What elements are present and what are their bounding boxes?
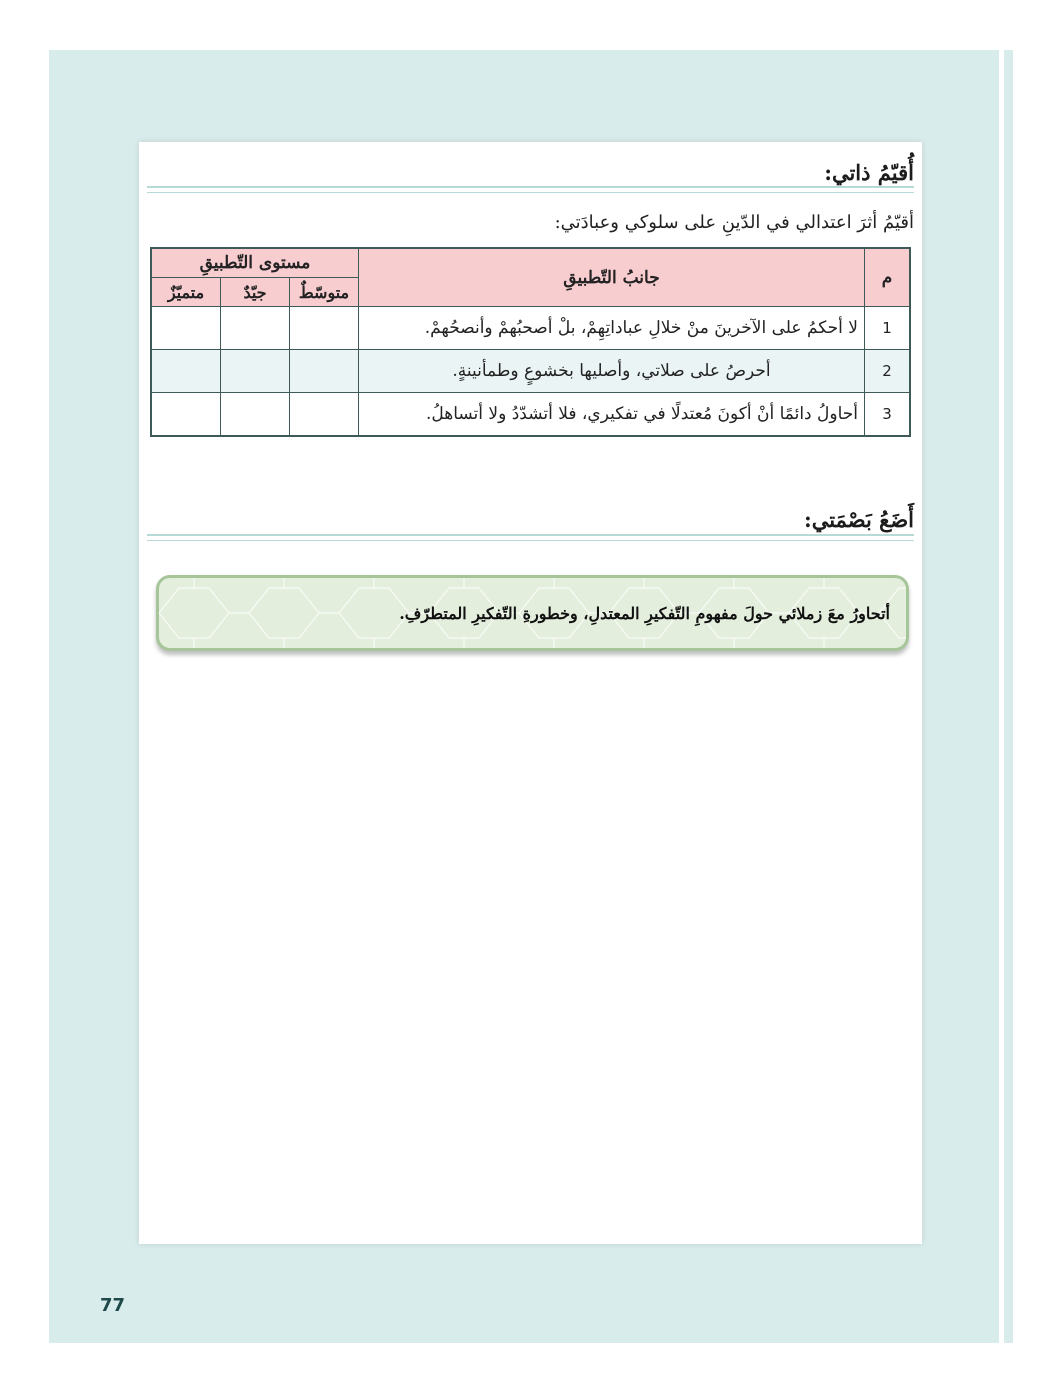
col-header-level: مستوى التّطبيقِ (151, 248, 359, 278)
rating-cell-average[interactable] (290, 350, 359, 393)
row-number: 2 (865, 350, 911, 393)
col-header-number: م (865, 248, 911, 307)
row-number: 1 (865, 307, 911, 350)
activity-box (156, 575, 909, 651)
table-row (151, 350, 910, 393)
row-aspect-text: لا أحكمُ على الآخرينَ منْ خلالِ عباداتِهِمْ، بلْ أصحبُهمْ وأنصحُهمْ. (359, 307, 865, 350)
rating-cell-good[interactable] (221, 393, 290, 437)
rating-cell-good[interactable] (221, 307, 290, 350)
col-header-aspect: جانبُ التّطبيقِ (359, 248, 865, 307)
activity-text: أتحاورُ معَ زملائي حولَ مفهومِ التّفكيرِ المعتدلِ، وخطورةِ التّفكيرِ المتطرّفِ. (399, 604, 890, 623)
rating-cell-excellent[interactable] (151, 307, 221, 350)
table-header-row (151, 248, 910, 278)
heading-divider (147, 534, 914, 536)
rating-cell-excellent[interactable] (151, 350, 221, 393)
level-excellent: متميّزٌ (151, 278, 221, 307)
my-imprint-heading: أَضَعُ بَصْمَتي: (804, 507, 914, 532)
row-aspect-text: أحاولُ دائمًا أنْ أكونَ مُعتدلًا في تفكيري، فلا أتشدّدُ ولا أتساهلُ. (359, 393, 865, 437)
page-number: 77 (100, 1295, 126, 1316)
row-aspect-text: أحرصُ على صلاتي، وأصليها بخشوعٍ وطمأنينةٍ. (359, 350, 865, 393)
heading-divider (147, 186, 914, 188)
row-number: 3 (865, 393, 911, 437)
rating-cell-excellent[interactable] (151, 393, 221, 437)
side-stripe (1004, 50, 1013, 1343)
assessment-intro: أقيّمُ أثرَ اعتدالي في الدّينِ على سلوكي وعبادَتي: (554, 212, 914, 233)
level-average: متوسّطٌ (290, 278, 359, 307)
table-row (151, 307, 910, 350)
rating-cell-average[interactable] (290, 393, 359, 437)
level-good: جيّدٌ (221, 278, 290, 307)
assessment-table (150, 247, 911, 437)
rating-cell-average[interactable] (290, 307, 359, 350)
content-sheet (139, 142, 922, 1244)
table-row (151, 393, 910, 437)
rating-cell-good[interactable] (221, 350, 290, 393)
self-assessment-heading: أُقيّمُ ذاتي: (824, 160, 914, 185)
